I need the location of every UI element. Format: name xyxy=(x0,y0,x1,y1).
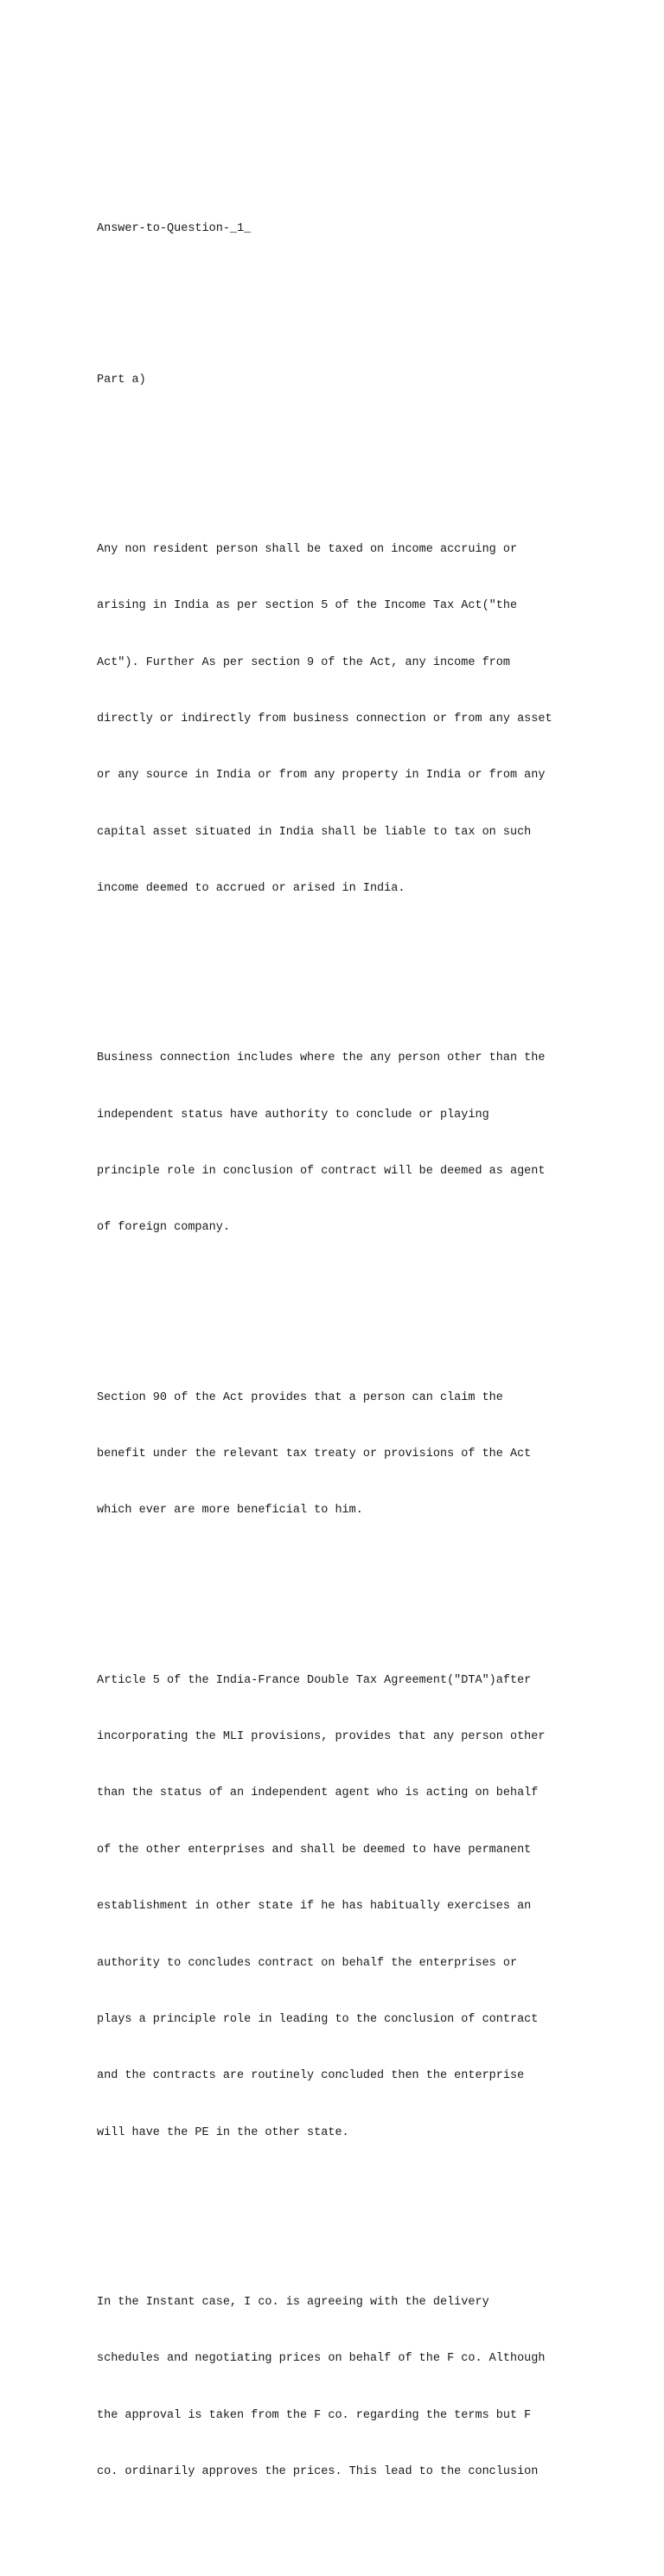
paragraph-line: Any non resident person shall be taxed on income accruing or xyxy=(97,542,518,556)
paragraph-line: benefit under the relevant tax treaty or provisions of the Act xyxy=(97,1447,532,1461)
paragraph-line: Act"). Further As per section 9 of the Act, any income from xyxy=(97,655,510,669)
paragraph-line: the approval is taken from the F co. regarding the terms but F xyxy=(97,2408,532,2422)
paragraph-line: of foreign company. xyxy=(97,1221,230,1235)
paragraph-line: establishment in other state if he has habitually exercises an xyxy=(97,1900,532,1914)
paragraph-line: Article 5 of the India-France Double Tax Agreement("DTA")after xyxy=(97,1673,532,1687)
paragraph-5 xyxy=(97,2255,581,2519)
paragraph-line: In the Instant case, I co. is agreeing with the delivery xyxy=(97,2295,489,2309)
paragraph-line: will have the PE in the other state. xyxy=(97,2125,349,2139)
paragraph-line: co. ordinarily approves the prices. This lead to the conclusion xyxy=(97,2465,539,2479)
paragraph-line: or any source in India or from any property in India or from any xyxy=(97,769,546,783)
paragraph-line: capital asset situated in India shall be liable to tax on such xyxy=(97,825,532,839)
paragraph-line: and the contracts are routinely concluded then the enterprise xyxy=(97,2069,525,2083)
paragraph-line: which ever are more beneficial to him. xyxy=(97,1504,363,1518)
subtitle-line: Part a) xyxy=(97,373,146,387)
paragraph-line: Business connection includes where the any person other than the xyxy=(97,1051,546,1065)
document-title xyxy=(97,182,581,277)
paragraph-line: Section 90 of the Act provides that a person can claim the xyxy=(97,1390,503,1404)
paragraph-line: than the status of an independent agent who is acting on behalf xyxy=(97,1787,539,1800)
paragraph-1 xyxy=(97,502,581,936)
title-line: Answer-to-Question-_1_ xyxy=(97,222,252,236)
paragraph-line: schedules and negotiating prices on behalf of the F co. Although xyxy=(97,2352,546,2366)
paragraph-line: of the other enterprises and shall be deemed to have permanent xyxy=(97,1843,532,1857)
paragraph-line: independent status have authority to conclude or playing xyxy=(97,1108,489,1122)
paragraph-line: arising in India as per section 5 of the Income Tax Act("the xyxy=(97,599,518,613)
paragraph-line: incorporating the MLI provisions, provides that any person other xyxy=(97,1729,546,1743)
paragraph-4 xyxy=(97,1633,581,2180)
paragraph-line: directly or indirectly from business connection or from any asset xyxy=(97,712,552,725)
paragraph-3 xyxy=(97,1351,581,1558)
paragraph-line: income deemed to accrued or arised in India. xyxy=(97,882,405,896)
paragraph-line: principle role in conclusion of contract will be deemed as agent xyxy=(97,1165,546,1179)
paragraph-2 xyxy=(97,1012,581,1275)
paragraph-line: plays a principle role in leading to the conclusion of contract xyxy=(97,2012,539,2026)
document-subtitle xyxy=(97,333,581,427)
document-body xyxy=(97,144,581,2576)
paragraph-line: authority to concludes contract on behalf the enterprises or xyxy=(97,1956,518,1970)
